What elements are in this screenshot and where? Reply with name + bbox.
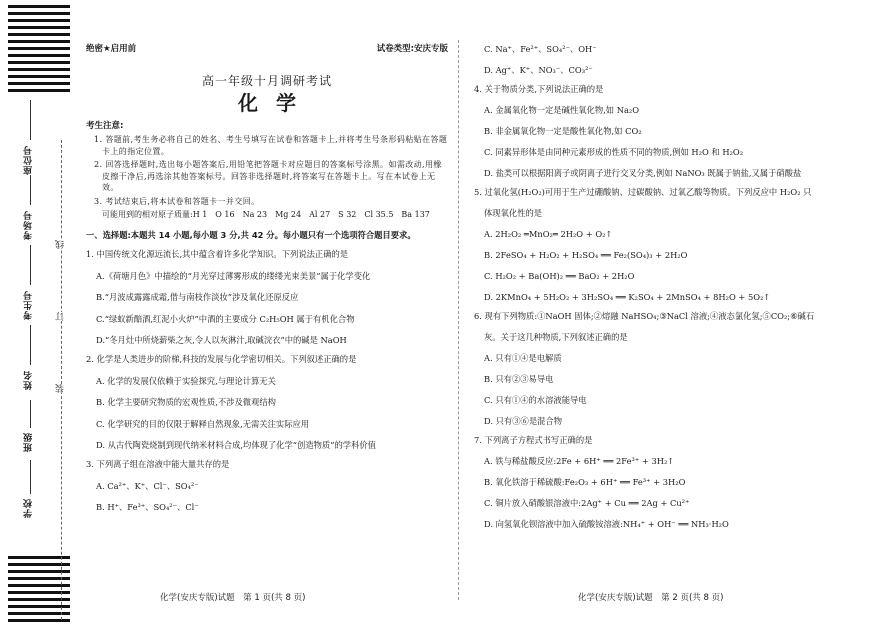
- question-stem: 5. 过氧化氢(H₂O₂)可用于生产过硼酸钠、过碳酸钠、过氧乙酸等物质。下列反应中 H₂O₂ 只: [474, 187, 812, 197]
- question-stem: 7. 下列离子方程式书写正确的是: [474, 435, 593, 445]
- question-stem: 6. 现有下列物质:①NaOH 固体;②熔融 NaHSO₄;③NaCl 溶液;④液态氯化氢;⑤CO₂;⑥碱石: [474, 311, 815, 321]
- question-stem: 3. 下列离子组在溶液中能大量共存的是: [86, 459, 230, 469]
- option-item: A. 化学的发展仅依赖于实验探究,与理论计算无关: [96, 375, 276, 386]
- option-item: B. 2FeSO₄ + H₂O₂ + H₂SO₄ ══ Fe₂(SO₄)₃ + 2H₂O: [484, 250, 688, 260]
- option-item: D.“冬月灶中所烧薪柴之灰,令人以灰淋汁,取碱浣衣”中的碱是 NaOH: [96, 335, 347, 345]
- decor-bar: [8, 40, 70, 43]
- page-1-column: [86, 44, 448, 513]
- option-item: C. 只有①④的水溶液能导电: [484, 395, 587, 405]
- option-item: B. 化学主要研究物质的宏观性质,不涉及微观结构: [96, 397, 276, 407]
- candidate-number-label: 考生号: [24, 290, 34, 320]
- option-item: C. 铜片放入硝酸银溶液中:2Ag⁺ + Cu ══ 2Ag + Cu²⁺: [484, 498, 690, 508]
- option-item: D. 从古代陶瓷烧制到现代纳米材料合成,均体现了化学“创造物质”的学科价值: [96, 440, 376, 450]
- atomic-masses: 可能用到的相对原子质量:H 1 O 16 Na 23 Mg 24 Al 27 S 32 Cl 35.5 Ba 137: [102, 210, 430, 219]
- school-line[interactable]: [30, 460, 31, 494]
- option-item: B. 氧化铁溶于稀硫酸:Fe₂O₃ + 6H⁺ ══ Fe³⁺ + 3H₂O: [484, 477, 686, 487]
- option-item: D. 盐类可以根据阳离子或阴离子进行交叉分类,例如 NaNO₃ 既属于钠盐,又属于硝酸盐: [484, 168, 802, 178]
- decor-bar: [8, 61, 70, 64]
- question-stem-continued: 灰。关于这几种物质,下列叙述正确的是: [484, 332, 628, 342]
- option-item: D. 向氢氧化钡溶液中加入硫酸铵溶液:NH₄⁺ + OH⁻ ══ NH₃·H₂O: [484, 519, 729, 529]
- option-item: C.“绿蚁新醅酒,红泥小火炉”中酒的主要成分 C₂H₅OH 属于有机化合物: [96, 313, 355, 324]
- page-2-column: [474, 44, 854, 530]
- option-item: A. 铁与稀盐酸反应:2Fe + 6H⁺ ══ 2Fe³⁺ + 3H₂↑: [484, 456, 675, 466]
- decor-bar: [8, 33, 70, 36]
- page-header: [86, 44, 448, 58]
- seat-number-label: 座位号: [24, 145, 34, 175]
- room-number-label: 考场号: [24, 210, 34, 240]
- room-number-line[interactable]: [30, 175, 31, 205]
- option-item: B. 非金属氧化物一定是酸性氧化物,如 CO₂: [484, 126, 642, 136]
- option-item: D. Ag⁺、K⁺、NO₃⁻、CO₃²⁻: [484, 65, 593, 75]
- seal-char-fold: 装: [56, 384, 66, 393]
- option-item: A. 只有①④是电解质: [484, 353, 562, 363]
- question-stem: 1. 中国传统文化源远流长,其中蕴含着许多化学知识。下列说法正确的是: [86, 249, 349, 259]
- exam-title: 高一年级十月调研考试: [201, 74, 332, 88]
- subject-title: 化学: [238, 91, 314, 115]
- decor-bar: [8, 5, 70, 8]
- question-stem: 2. 化学是人类进步的阶梯,科技的发展与化学密切相关。下列叙述正确的是: [86, 354, 357, 364]
- seat-number-line[interactable]: [30, 100, 31, 140]
- column-divider: [458, 40, 459, 600]
- option-item: A. 2H₂O₂ ═MnO₂═ 2H₂O + O₂↑: [484, 229, 613, 239]
- decor-bar: [8, 47, 70, 50]
- option-item: D. 2KMnO₄ + 5H₂O₂ + 3H₂SO₄ ══ K₂SO₄ + 2MnSO₄ + 8H₂O + 5O₂↑: [484, 292, 771, 302]
- option-item: C. 同素异形体是由同种元素形成的性质不同的物质,例如 H₂O 和 H₂O₂: [484, 147, 744, 157]
- option-item: D. 只有③⑥是混合物: [484, 416, 563, 426]
- option-item: B. H⁺、Fe³⁺、SO₄²⁻、Cl⁻: [96, 502, 199, 512]
- confidential-mark: 绝密★启用前: [86, 44, 137, 54]
- option-item: C. H₂O₂ + Ba(OH)₂ ══ BaO₂ + 2H₂O: [484, 271, 635, 281]
- page-2-footer: 化学(安庆专版)试题 第 2 页(共 8 页): [578, 593, 724, 603]
- option-item: A. Ca²⁺、K⁺、Cl⁻、SO₄²⁻: [96, 480, 199, 491]
- note-item: 3. 考试结束后,将本试卷和答题卡一并交回。: [94, 196, 260, 206]
- class-label: 班级: [24, 432, 34, 452]
- name-line[interactable]: [30, 325, 31, 365]
- seal-char-bind: 订: [56, 312, 66, 321]
- candidate-number-line[interactable]: [30, 245, 31, 285]
- seal-char-line: 线: [56, 240, 66, 249]
- option-item: C. Na⁺、Fe²⁺、SO₄²⁻、OH⁻: [484, 44, 597, 54]
- decor-bar: [8, 54, 70, 57]
- class-line[interactable]: [30, 400, 31, 428]
- decor-bar: [8, 26, 70, 29]
- decor-bar: [8, 89, 70, 92]
- notes-title: 考生注意:: [86, 121, 124, 131]
- seal-line: [61, 140, 62, 620]
- school-label: 学校: [24, 498, 34, 518]
- option-item: A.《荷塘月色》中描绘的“月光穿过薄雾形成的缕缕光束美景”属于化学变化: [96, 270, 371, 281]
- section-title: 一、选择题:本题共 14 小题,每小题 3 分,共 42 分。每小题只有一个选项符合题目要求。: [86, 230, 416, 240]
- page-1-footer: 化学(安庆专版)试题 第 1 页(共 8 页): [160, 593, 306, 603]
- decor-bar: [8, 75, 70, 78]
- decor-bar: [8, 82, 70, 85]
- name-label: 姓名: [24, 370, 34, 390]
- option-item: B.“月波成露露成霜,借与南枝作淡妆”涉及氧化还原反应: [96, 292, 299, 302]
- decor-bar: [8, 68, 70, 71]
- decor-bar: [8, 19, 70, 22]
- question-stem-continued: 体现氧化性的是: [484, 208, 543, 218]
- option-item: C. 化学研究的目的仅限于解释自然现象,无需关注实际应用: [96, 418, 310, 429]
- decor-bar: [8, 12, 70, 15]
- paper-type: 试卷类型:安庆专版: [376, 44, 448, 54]
- note-item: 1. 答题前,考生务必将自己的姓名、考生号填写在试卷和答题卡上,并将考生号条形码粘贴在答题卡上的指定位置。: [94, 135, 448, 156]
- option-item: A. 金属氧化物一定是碱性氧化物,如 Na₂O: [484, 105, 640, 115]
- option-item: B. 只有②③易导电: [484, 374, 554, 384]
- question-stem: 4. 关于物质分类,下列说法正确的是: [474, 84, 604, 94]
- note-item: 2. 回答选择题时,选出每小题答案后,用铅笔把答题卡对应题目的答案标号涂黑。如需改动,用橡皮擦干净后,再选涂其他答案标号。回答非选择题时,将答案写在答题卡上。写在本试卷上无效。: [94, 160, 442, 192]
- binding-margin: [0, 0, 70, 630]
